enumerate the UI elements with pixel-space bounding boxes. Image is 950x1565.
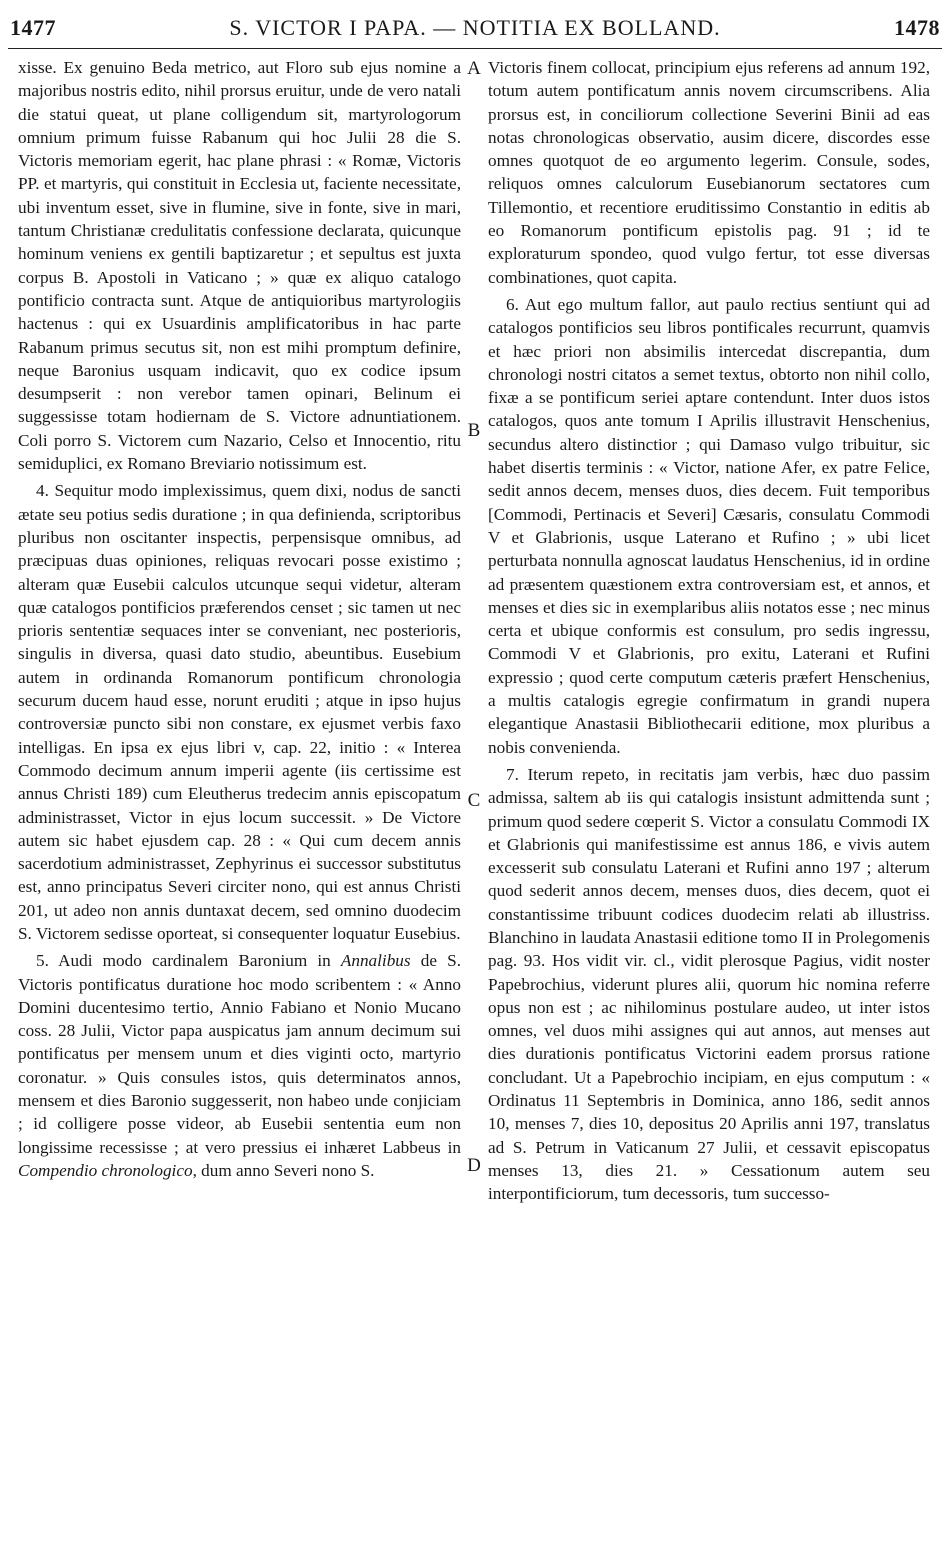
- paragraph-5-text-b: de S. Victoris pontificatus duratione hoc modo scribentem : « Anno Domini ducentesimo tertio, Annio Fabiano et Nonio Mucano coss. 28 Julii, Victor papa auspicatus jam annum decimum sui pontificatus per mensem unum et dies viginti octo, martyrio coronatur. » Quis consules istos, quis determinatos annos, mensem et dies Baronio suggesserit, non habeo unde conjiciam ; id colligere posse videor, ab Eusebii sententia eum non longissime recessisse ; at vero pressius ei inhæret Labbeus in: [18, 951, 461, 1157]
- margin-letter-c: C: [467, 790, 481, 811]
- paragraph-5-text-a: 5. Audi modo cardinalem Baronium in: [36, 951, 341, 971]
- paragraph-right-continuation: Victoris finem collocat, principium ejus referens ad annum 192, totum autem pontificatum annis novem circumscribens. Alia prorsus est, in conciliorum collectione Severini Binii ad eas notas chronologicas observatio, ausim dicere, discordes esse omnes quotquot de eo argumento legerim. Consule, sodes, reliquos omnes calculorum Eusebianorum sectatores cum Tillemontio, et recentiore eruditissimo Constantio in editis ab eo Romanorum pontificum epistolis pag. 91 ; id te exploraturum spondeo, quod vulgo fertur, tot esse diversas combinationes, quot capita.: [488, 58, 930, 287]
- paragraph-5: [18, 949, 461, 1182]
- paragraph-5-text-c: , dum anno Severi nono S.: [192, 1160, 375, 1180]
- paragraph-continuation: xisse. Ex genuino Beda metrico, aut Floro sub ejus nomine a majoribus nostris edito, nihil prorsus eruitur, unde de vero natali die statui queat, ut plane colligendum sit, martyrologorum omnium primum fuisse Rabanum qui hoc Julii 28 die S. Victoris memoriam egerit, hac plane phrasi : « Romæ, Victoris PP. et martyris, qui constituit in Ecclesia ut, faciente necessitate, ubi inventum esset, sive in flumine, sive in fonte, sive in mari, tantum Christianæ credulitatis confessione declarata, quicunque hominum veniens ex gentili baptizaretur ; et sepultus est juxta corpus B. Apostoli in Vaticano ; » quæ ex aliquo catalogo pontificio contracta sunt. Atque de antiquioribus martyrologiis hactenus : qui ex Usuardinis amplificatoribus in hac parte Rabanum primus secutus sit, non est mihi promptum definire, neque Baronius usquam indicavit, quo ex codice ipsum desumpserit : non verebor tamen opinari, Belinum ei suggessisse totam hodiernam de S. Victore adnuntiationem. Coli porro S. Victorem cum Nazario, Celso et Innocentio, ritu semiduplici, ex Romano Breviario notissimum est.: [18, 58, 461, 474]
- right-column: [488, 56, 930, 1206]
- left-page-number: 1477: [10, 15, 56, 40]
- left-column: [18, 56, 461, 1182]
- paragraph-5-italic-compendio: Compendio chronologico: [18, 1160, 193, 1180]
- paragraph-5-italic-annalibus: Annalibus: [340, 951, 411, 971]
- paragraph-7: 7. Iterum repeto, in recitatis jam verbis, hæc duo passim admissa, saltem ab iis qui catalogis insistunt admittenda sunt ; primum quod sedere cœperit S. Victor a consulatu Commodi IX et Glabrionis qui manifestissime est annus 186, e vivis autem excesserit sub consulatu Laterani et Rufini anno 197 ; alterum quod sederit annos decem, menses duos, dies decem, quot ei constantissime tribuunt codices duodecim relati ab illustriss. Blanchino in laudata Anastasii editione tomo II in Prolegomenis pag. 93. Hos vidit vir. cl., vidit plerosque Pagius, vidit noster Papebrochius, viderunt plures alii, quorum hic nomina referre opus non est ; ac nihilominus postulare audeo, ut inter istos omnes, vel duos mihi assignes qui aut annos, aut menses aut dies durationis pontificatus Victorini eadem prorsus ratione concludant. Ut a Papebrochio incipiam, en ejus computum : « Ordinatus 11 Septembris in Dominica, anno 186, sedit annos 10, menses 7, dies 10, depositus 20 Aprilis anni 197, translatus ad S. Petrum in Vaticanum 27 Julii, et cessavit episcopatus menses 13, dies 21. » Cessationum autem seu interpontificiorum, tum decessoris, tum successo-: [488, 764, 930, 1204]
- right-page-number: 1478: [894, 15, 940, 40]
- paragraph-4: 4. Sequitur modo implexissimus, quem dixi, nodus de sancti ætate seu potius sedis duratione ; in qua definienda, scriptoribus pluribus non oscitanter inspectis, perpensisque omnibus, ad præcipuas duas opiniones, reliquas revocari posse existimo ; alteram quæ Eusebii calculos utcunque sequi videtur, alteram quæ catalogos pontificios præferendos censet ; sic tamen ut nec prioris sententiæ sequaces inter se conveniant, nec posterioris, singulis in diversa, quasi dato studio, abeuntibus. Eusebium autem in ordinanda Romanorum pontificum chronologia securum ducem haud esse, norunt eruditi ; atque in ipso hujus controversiæ puncto sibi non constare, ex ejusmet verbis faxo intelligas. En ipsa ex ejus libri v, cap. 22, initio : « Interea Commodo decimum annum imperii agente (iis certissime est annus Christi 189) cum Eleutherus tredecim annis episcopatum administrasset, Victor in ejus locum successit. » De Victore autem sic habet ejusdem cap. 28 : « Qui cum decem annis sacerdotium administrasset, Zephyrinus ei successor substitutus est, anno principatus Severi circiter nono, qui est annus Christi 201, ut adeo non annis duntaxat decem, sed omnino duodecim S. Victorem sedisse oporteat, si consequenter loquatur Eusebius.: [18, 481, 461, 943]
- running-title: S. VICTOR I PAPA. — NOTITIA EX BOLLAND.: [229, 15, 721, 40]
- margin-letter-b: B: [467, 420, 481, 441]
- margin-letter-d: D: [467, 1155, 481, 1176]
- paragraph-6: 6. Aut ego multum fallor, aut paulo rectius sentiunt qui ad catalogos pontificios seu libros pontificales recurrunt, quamvis et hæc priori non absimilis intercedat discrepantia, dum chronologi nostri citatos a semet textus, obtorto non nihil collo, fixæ a se pontificum seriei aptare contendunt. Inter duos istos catalogos, quos ante tomum I Aprilis illustravit Henschenius, secundus altero distinctior ; qui Damaso vulgo tribuitur, sic habet disertis terminis : « Victor, natione Afer, ex patre Felice, sedit annos decem, menses duos, dies decem. Fuit temporibus [Commodi, Pertinacis et Severi] Cæsaris, consulatu Commodi V et Glabrionis, usque Laterano et Rufino ; » ubi licet perturbata nonnulla agnoscat laudatus Henschenius, id in ordine ad præsentem quæstionem extra controversiam est, et annos, et menses et dies sic in exemplaribus aliis notatos esse ; nec minus certa et ubique conformis est consulum, pro sedis ingressu, Commodi V et Glabrionis, pro exitu, Laterani et Rufini expressio ; quod certe computum cæteris præfert Henschenius, a multis catalogis egregie confirmatum in grandi nupera elegantique Anastasii Bibliothecarii editione, mox pluribus a nobis convenienda.: [488, 294, 930, 757]
- page-header: [8, 8, 942, 49]
- margin-letter-a: A: [467, 58, 481, 79]
